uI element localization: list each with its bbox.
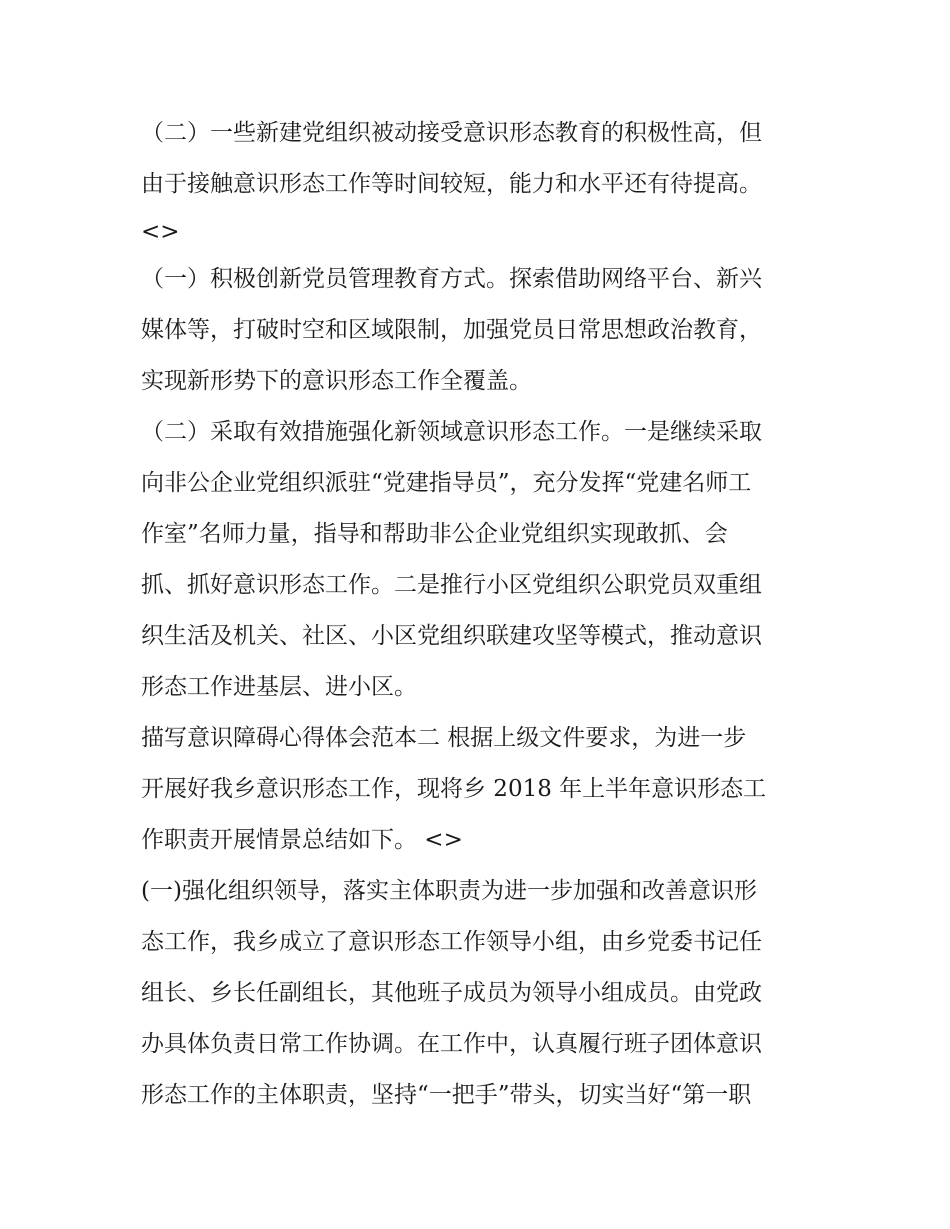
text-line: 态工作，我乡成立了意识形态工作领导小组，由乡党委书记任: [141, 929, 762, 955]
text-line: (一)强化组织领导，落实主体职责为进一步加强和改善意识形: [141, 878, 757, 904]
text-line: 组长、乡长任副组长，其他班子成员为领导小组成员。由党政: [141, 980, 762, 1006]
text-line: （一）积极创新党员管理教育方式。探索借助网络平台、新兴: [141, 266, 762, 292]
text-line: 向非公企业党组织派驻“党建指导员”，充分发挥“党建名师工: [141, 470, 752, 496]
document-body: [141, 108, 821, 1121]
text-line: 织生活及机关、社区、小区党组织联建攻坚等模式，推动意识: [141, 623, 762, 649]
text-line: 形态工作的主体职责，坚持“一把手”带头，切实当好“第一职: [141, 1082, 752, 1108]
text-line: 抓、抓好意识形态工作。二是推行小区党组织公职党员双重组: [141, 572, 762, 598]
text-line: 办具体负责日常工作协调。在工作中，认真履行班子团体意识: [141, 1031, 762, 1057]
text-line: <>: [141, 219, 180, 245]
text-line: 形态工作进基层、进小区。: [141, 674, 417, 700]
text-line: 媒体等，打破时空和区域限制，加强党员日常思想政治教育，: [141, 317, 762, 343]
text-line: 作室”名师力量，指导和帮助非公企业党组织实现敢抓、会: [141, 521, 728, 547]
text-line: 作职责开展情景总结如下。 <>: [141, 827, 463, 853]
text-line: 描写意识障碍心得体会范本二 根据上级文件要求，为进一步: [141, 725, 747, 751]
text-line: 开展好我乡意识形态工作，现将乡 2018 年上半年意识形态工: [141, 776, 767, 802]
text-line: 由于接触意识形态工作等时间较短，能力和水平还有待提高。: [141, 171, 762, 197]
text-line: 实现新形势下的意识形态工作全覆盖。: [141, 368, 532, 394]
text-line: （二）一些新建党组织被动接受意识形态教育的积极性高，但: [141, 120, 762, 146]
text-line: （二）采取有效措施强化新领域意识形态工作。一是继续采取: [141, 419, 762, 445]
